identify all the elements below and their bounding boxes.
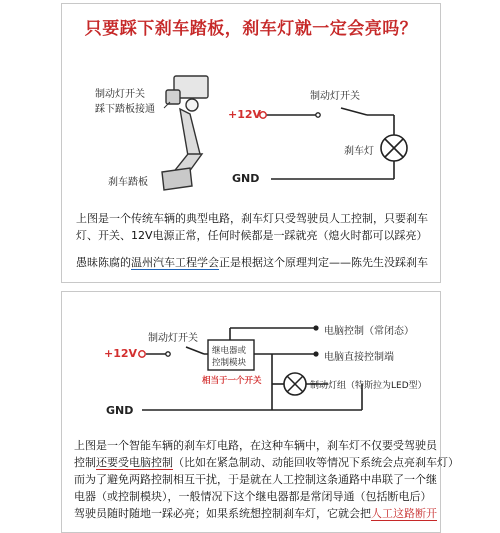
- switch-contact: [316, 113, 320, 117]
- ground-label: GND: [232, 172, 260, 185]
- explanation-line: 上图是一个智能车辆的刹车灯电路，在这种车辆中，刹车灯不仅要受驾驶员: [74, 439, 437, 452]
- voltage-label: +12V: [104, 347, 138, 360]
- conclusion-org: 温州汽车工程学会: [131, 256, 219, 269]
- traditional-circuit-panel: [61, 3, 441, 283]
- brake-pedal-label: 刹车踏板: [108, 177, 148, 188]
- ecu-direct-label: 电脑直接控制端: [324, 352, 394, 363]
- smart-explanation: [74, 437, 459, 522]
- traditional-explanation: [76, 210, 436, 244]
- explanation-line: 电器（或控制模块），一般情况下这个继电器都是常闭导通（包括断电后）: [74, 490, 432, 503]
- explanation-line: 而为了避免两路控制相互干扰，于是就在人工控制这条通路中串联了一个继: [74, 473, 437, 486]
- brake-lamp-label: 刹车灯: [344, 146, 374, 157]
- explanation-line: 上图是一个传统车辆的典型电路，刹车灯只受驾驶员人工控制，只要刹车: [76, 212, 428, 225]
- conclusion-suffix: 正是根据这个原理判定——陈先生没踩刹车: [219, 256, 428, 269]
- explanation-line: 灯、开关、12V电源正常，任何时候都是一踩就亮（熄火时都可以踩亮）: [76, 229, 428, 242]
- brake-pedal-illustration: [162, 76, 208, 190]
- disconnect-highlight: 人工这路断开: [371, 507, 437, 520]
- brake-lamp-group-label: 制动灯组（特斯拉为LED型）: [310, 381, 427, 391]
- brake-lamp-symbol: [284, 373, 306, 395]
- circuit-wires: [266, 108, 394, 179]
- relay-label: 继电器或: [212, 346, 247, 356]
- explanation-line: 控制还要受电脑控制（比如在紧急制动、动能回收等情况下系统会点亮刹车灯）: [74, 456, 459, 469]
- panel-title: 只要踩下刹车踏板，刹车灯就一定会亮吗？: [84, 19, 418, 39]
- voltage-label: +12V: [228, 108, 262, 121]
- relay-equivalent-note: 相当于一个开关: [202, 376, 262, 386]
- switch-contact: [166, 352, 170, 356]
- pedal-switch-label: 制动灯开关: [95, 89, 145, 100]
- ecu-control-label: 电脑控制（常闭态）: [324, 326, 414, 337]
- switch-label: 制动灯开关: [310, 91, 360, 102]
- brake-lamp-symbol: [381, 135, 407, 161]
- switch-label: 制动灯开关: [148, 333, 198, 344]
- conclusion-prefix: 愚昧陈腐的: [76, 256, 131, 269]
- explanation-line: 驾驶员随时随地一踩必亮；如果系统想控制刹车灯，它就会把人工这路断开: [74, 507, 437, 520]
- smart-circuit-panel: [61, 291, 459, 533]
- pedal-connect-label: 踩下踏板接通: [95, 104, 155, 115]
- ecu-direct-terminal: [313, 351, 318, 356]
- conclusion-line: [76, 254, 436, 271]
- ecu-control-terminal: [313, 325, 318, 330]
- ecu-control-highlight: 还要受电脑控制: [96, 456, 173, 469]
- power-terminal: [139, 351, 145, 357]
- ground-label: GND: [106, 404, 134, 417]
- relay-label: 控制模块: [212, 358, 247, 368]
